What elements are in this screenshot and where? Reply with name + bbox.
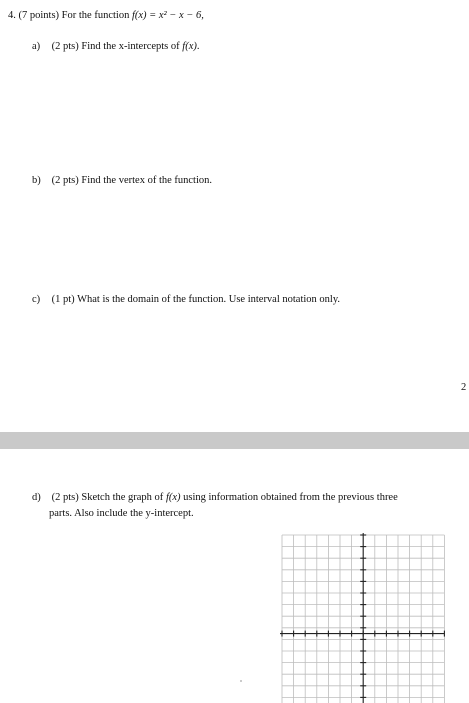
question-4-header (8, 9, 204, 22)
part-a-func: f(x) (182, 41, 197, 52)
part-a-end: . (196, 41, 200, 52)
part-a-label: a) (32, 41, 41, 52)
function-definition: f(x) = x² − x − 6, (131, 10, 204, 21)
page-separator (0, 432, 469, 449)
part-c-label: c) (32, 294, 41, 305)
part-d-func: f(x) (165, 492, 181, 503)
graph-paper (278, 531, 450, 703)
part-d (32, 491, 398, 504)
part-d-label: d) (32, 492, 41, 503)
part-b-points: (2 pts) (51, 175, 79, 186)
part-c-text: What is the domain of the function. Use interval notation only. (77, 294, 341, 305)
question-points: (7 points) (18, 10, 60, 21)
part-d-text-1: Sketch the graph of (81, 492, 164, 503)
stray-mark (240, 680, 242, 682)
part-b (32, 174, 212, 187)
question-intro: For the function (61, 10, 130, 21)
part-a-points: (2 pts) (51, 41, 79, 52)
part-c (32, 293, 340, 306)
part-c-points: (1 pt) (51, 294, 75, 305)
part-d-text-2: using information obtained from the previous three (183, 492, 398, 503)
part-b-text: Find the vertex of the function. (81, 175, 213, 186)
part-d-points: (2 pts) (51, 492, 79, 503)
part-d-line-2: parts. Also include the y-intercept. (49, 508, 194, 519)
part-b-label: b) (32, 175, 41, 186)
page-number: 2 (461, 382, 467, 393)
question-number: 4. (8, 10, 16, 21)
part-a-text: Find the x-intercepts of (81, 41, 180, 52)
part-a (32, 40, 199, 53)
